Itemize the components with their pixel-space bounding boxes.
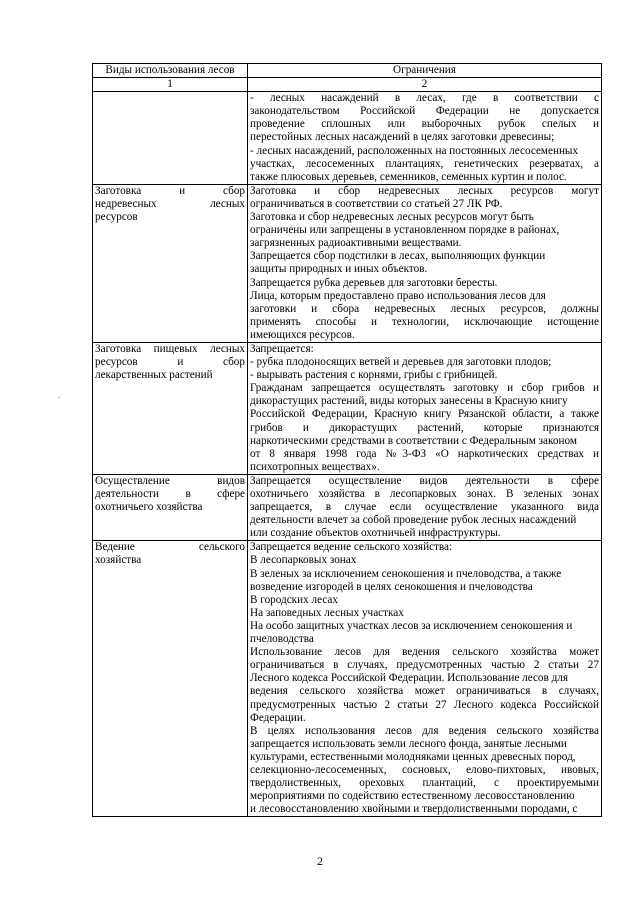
forest-use-type-line: Осуществление видов xyxy=(95,474,245,487)
restriction-text-line: Российской Федерации, Красную книгу Рязанской области, а также xyxy=(250,408,599,421)
restriction-text-line: дикорастущих растений, виды которых занесены в Красную книгу xyxy=(250,395,568,408)
restriction-text-line: На особо защитных участках лесов за исключением сенокошения и xyxy=(250,619,573,632)
table-row xyxy=(93,184,602,342)
restriction-text-line: В городских лесах xyxy=(250,593,338,606)
forest-use-type-line: ресурсов xyxy=(95,211,138,224)
restriction-text-line: также плюсовых деревьев, семенников, семенных куртин и полос. xyxy=(250,170,567,183)
restriction-text-line: или создание объектов охотничьей инфраструктуры. xyxy=(250,527,501,540)
restriction-text-line: ограничиваться в соответствии со статьей 27 ЛК РФ. xyxy=(250,197,503,210)
forest-use-type-cell xyxy=(93,184,248,342)
table-row xyxy=(93,342,602,474)
restriction-text-line: Лесного кодекса Российской Федерации. Использование лесов для xyxy=(250,672,569,685)
restriction-text-line: Запрещается рубка деревьев для заготовки бересты. xyxy=(250,276,498,289)
table-row xyxy=(93,474,602,540)
forest-use-type-line: недревесных лесных xyxy=(95,197,245,210)
restriction-text-line: деятельности влечет за собой проведение рубок лесных насаждений xyxy=(250,514,577,527)
forest-use-type-line: лекарственных растений xyxy=(95,369,213,382)
restrictions-table xyxy=(92,63,602,817)
restriction-text-line: В целях использования лесов для ведения сельского хозяйства xyxy=(250,724,599,737)
restriction-text-line: наркотическими средствами в соответствии с Федеральным законом xyxy=(250,434,577,447)
restriction-text-line: и лесовосстановлению хвойными и твердолиственными породами, с xyxy=(250,803,578,816)
restriction-text-line: законодательством Российской Федерации не допускается xyxy=(250,105,599,118)
restrictions-cell xyxy=(248,184,602,342)
restriction-text-line: запрещается использовать земли лесного фонда, занятые лесными xyxy=(250,737,567,750)
table-header-row xyxy=(93,64,602,78)
restriction-text-line: - вырывать растения с корнями, грибы с грибницей. xyxy=(250,369,498,382)
restriction-text-line: Запрещается сбор подстилки в лесах, выполняющих функции xyxy=(250,250,546,263)
margin-mark: . xyxy=(58,390,61,400)
forest-use-type-line: деятельности в сфере xyxy=(95,488,245,500)
restriction-text-line: защиты природных и иных объектов. xyxy=(250,263,428,276)
forest-use-type-cell xyxy=(93,474,248,540)
column-number-1: 1 xyxy=(93,78,248,92)
forest-use-type-line: ресурсов и сбор xyxy=(95,356,245,369)
restrictions-cell xyxy=(248,92,602,185)
restriction-text-line: твердолиственных, ореховых плантаций, с проектируемыми xyxy=(250,777,599,790)
restriction-text-line: В зеленых за исключением сенокошения и пчеловодства, а также xyxy=(250,567,562,580)
restriction-text-line: применять способы и технологии, исключающие истощение xyxy=(250,315,599,328)
restriction-text-line: Запрещается: xyxy=(250,342,314,355)
forest-use-type-cell xyxy=(93,92,248,185)
restriction-text-line: грибов и дикорастущих растений, которые признаются xyxy=(250,421,599,434)
restriction-text-line: ограничиваться в случаях, предусмотренных частью 2 статьи 27 xyxy=(250,659,599,672)
restriction-text-line: Запрещается осуществление видов деятельности в сфере xyxy=(250,474,599,487)
restriction-text-line: ведения сельского хозяйства может ограничиваться в случаях, xyxy=(250,685,599,698)
restriction-text-line: На заповедных лесных участках xyxy=(250,606,404,619)
restriction-text-line: Заготовка и сбор недревесных лесных ресурсов могут быть xyxy=(250,211,534,224)
restriction-text-line: - лесных насаждений в лесах, где в соответствии с xyxy=(250,92,599,105)
restriction-text-line: мероприятиями по содействию естественному лесовосстановлению xyxy=(250,790,575,803)
restriction-text-line: селекционно-лесосеменных, сосновых, елово-пихтовых, ивовых, xyxy=(250,763,599,776)
page-number: 2 xyxy=(317,854,323,868)
restriction-text-line: участках, лесосеменных плантациях, генетических резерватах, а xyxy=(250,157,599,170)
forest-use-type-line: хозяйства xyxy=(95,554,142,567)
restriction-text-line: Использование лесов для ведения сельского хозяйства может xyxy=(250,646,599,659)
restriction-text-line: охотничьего хозяйства в лесопарковых зонах. В зеленых зонах xyxy=(250,488,599,500)
restriction-text-line: пчеловодства xyxy=(250,633,314,646)
restriction-text-line: возведение изгородей в целях сенокошения и пчеловодства xyxy=(250,580,533,593)
restriction-text-line: Запрещается ведение сельского хозяйства: xyxy=(250,541,453,554)
header-col-restrictions: Ограничения xyxy=(248,64,602,78)
restriction-text-line: культурами, естественными молодняками ценных древесных пород, xyxy=(250,750,576,763)
restriction-text-line: Лица, которым предоставлено право использования лесов для xyxy=(250,289,546,302)
restrictions-cell xyxy=(248,342,602,474)
table-row xyxy=(93,92,602,185)
restriction-text-line: перестойных лесных насаждений в целях заготовки древесины; xyxy=(250,131,555,144)
forest-use-type-line: Заготовка и сбор xyxy=(95,184,245,197)
restriction-text-line: психотропных веществах». xyxy=(250,460,380,473)
table-number-row xyxy=(93,78,602,92)
restriction-text-line: имеющихся ресурсов. xyxy=(250,328,355,341)
header-col-uses: Виды использования лесов xyxy=(93,64,248,78)
restriction-text-line: - лесных насаждений, расположенных на постоянных лесосеменных xyxy=(250,144,579,157)
restrictions-cell xyxy=(248,474,602,540)
restriction-text-line: Заготовка и сбор недревесных лесных ресурсов могут xyxy=(250,184,599,197)
restriction-text-line: загрязненных радиоактивными веществами. xyxy=(250,237,462,250)
restriction-text-line: от 8 января 1998 года №3-ФЗ «О наркотических средствах и xyxy=(250,447,599,460)
forest-use-type-line: Ведение сельского xyxy=(95,541,245,554)
restriction-text-line: предусмотренных частью 2 статьи 27 Лесного кодекса Российской xyxy=(250,698,599,711)
restriction-text-line: - рубка плодоносящих ветвей и деревьев для заготовки плодов; xyxy=(250,356,552,369)
restrictions-cell xyxy=(248,541,602,817)
restriction-text-line: Гражданам запрещается осуществлять заготовку и сбор грибов и xyxy=(250,382,599,395)
restriction-text-line: ограничены или запрещены в установленном порядке в районах, xyxy=(250,224,560,237)
restriction-text-line: Федерации. xyxy=(250,711,306,724)
restriction-text-line: В лесопарковых зонах xyxy=(250,554,357,567)
restriction-text-line: запрещается, в случае если осуществление указанного вида xyxy=(250,501,599,514)
restriction-text-line: проведение сплошных или выборочных рубок спелых и xyxy=(250,118,599,131)
column-number-2: 2 xyxy=(248,78,602,92)
restriction-text-line: заготовки и сбора недревесных лесных ресурсов, должны xyxy=(250,302,599,315)
table-row xyxy=(93,541,602,817)
forest-use-type-line: Заготовка пищевых лесных xyxy=(95,342,245,355)
forest-use-type-line: охотничьего хозяйства xyxy=(95,501,203,514)
forest-use-type-cell xyxy=(93,541,248,817)
forest-use-type-cell xyxy=(93,342,248,474)
